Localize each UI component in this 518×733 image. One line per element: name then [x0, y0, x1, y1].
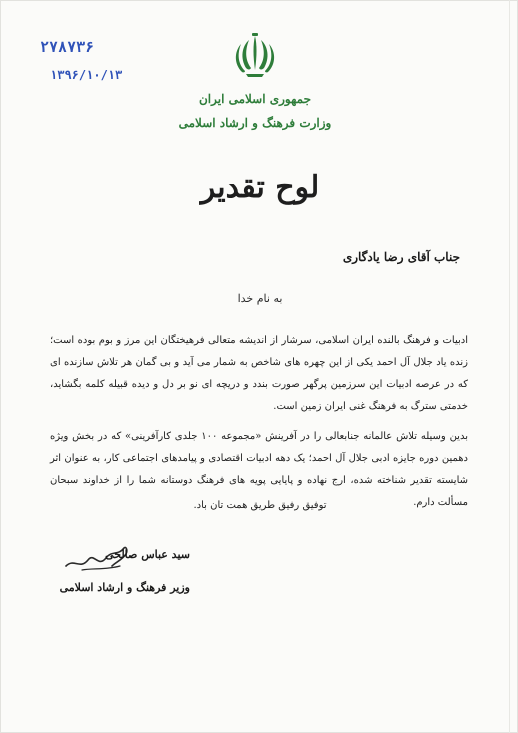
recipient-line: جناب آقای رضا یادگاری — [342, 250, 460, 264]
reference-date: ۱۳۹۶/۱۰/۱۳ — [50, 68, 123, 82]
certificate-body — [50, 330, 468, 522]
ministry-name: وزارت فرهنگ و ارشاد اسلامی — [178, 116, 332, 130]
body-paragraph: ادبیات و فرهنگ بالنده ایران اسلامی، سرشار از اندیشه متعالی فرهیختگان این مرز و بوم بوده است؛ زنده یاد جلال آل احمد یکی از این چهره های شاخص به شمار می آید و بی گمان هر تلاش سازنده ای که در عرصه ادبیات این سرزمین پرگهر صورت بندد و دریچه ای نو بر دل و دیده قبیله کلمه بگشاید، خدمتی سترگ به فرهنگ غنی ایران زمین است. — [50, 335, 468, 412]
ministry-header — [150, 92, 360, 130]
signer-role: وزیر فرهنگ و ارشاد اسلامی — [59, 581, 190, 594]
body-paragraph: بدین وسیله تلاش عالمانه جنابعالی را در آفرینش «مجموعه ۱۰۰ جلدی کارآفرینی» که در بخش ویژه دهمین دوره جایزه ادبی جلال آل احمد؛ یک دهه ادبیات اقتصادی و پیامدهای اجتماعی کار، به عنوان اثر شایسته تقدیر شناخته شده، ارج نهاده و پایایی پویه های فرهنگ دوستانه شما را از خداوند سبحان مسألت دارم. — [50, 431, 468, 508]
iran-emblem-icon — [232, 30, 278, 82]
scan-edge-divider — [509, 0, 510, 733]
country-name: جمهوری اسلامی ایران — [198, 92, 312, 106]
signer-block — [40, 548, 190, 594]
reference-block — [40, 38, 122, 82]
certificate-title: لوح تقدیر — [200, 170, 320, 205]
reference-number: ۲۷۸۷۳۶ — [40, 38, 95, 56]
signer-name: سید عباس صالحی — [105, 548, 190, 561]
salutation: به نام خدا — [237, 292, 283, 305]
closing-line: توفیق رفیق طریق همت تان باد. — [193, 500, 327, 511]
